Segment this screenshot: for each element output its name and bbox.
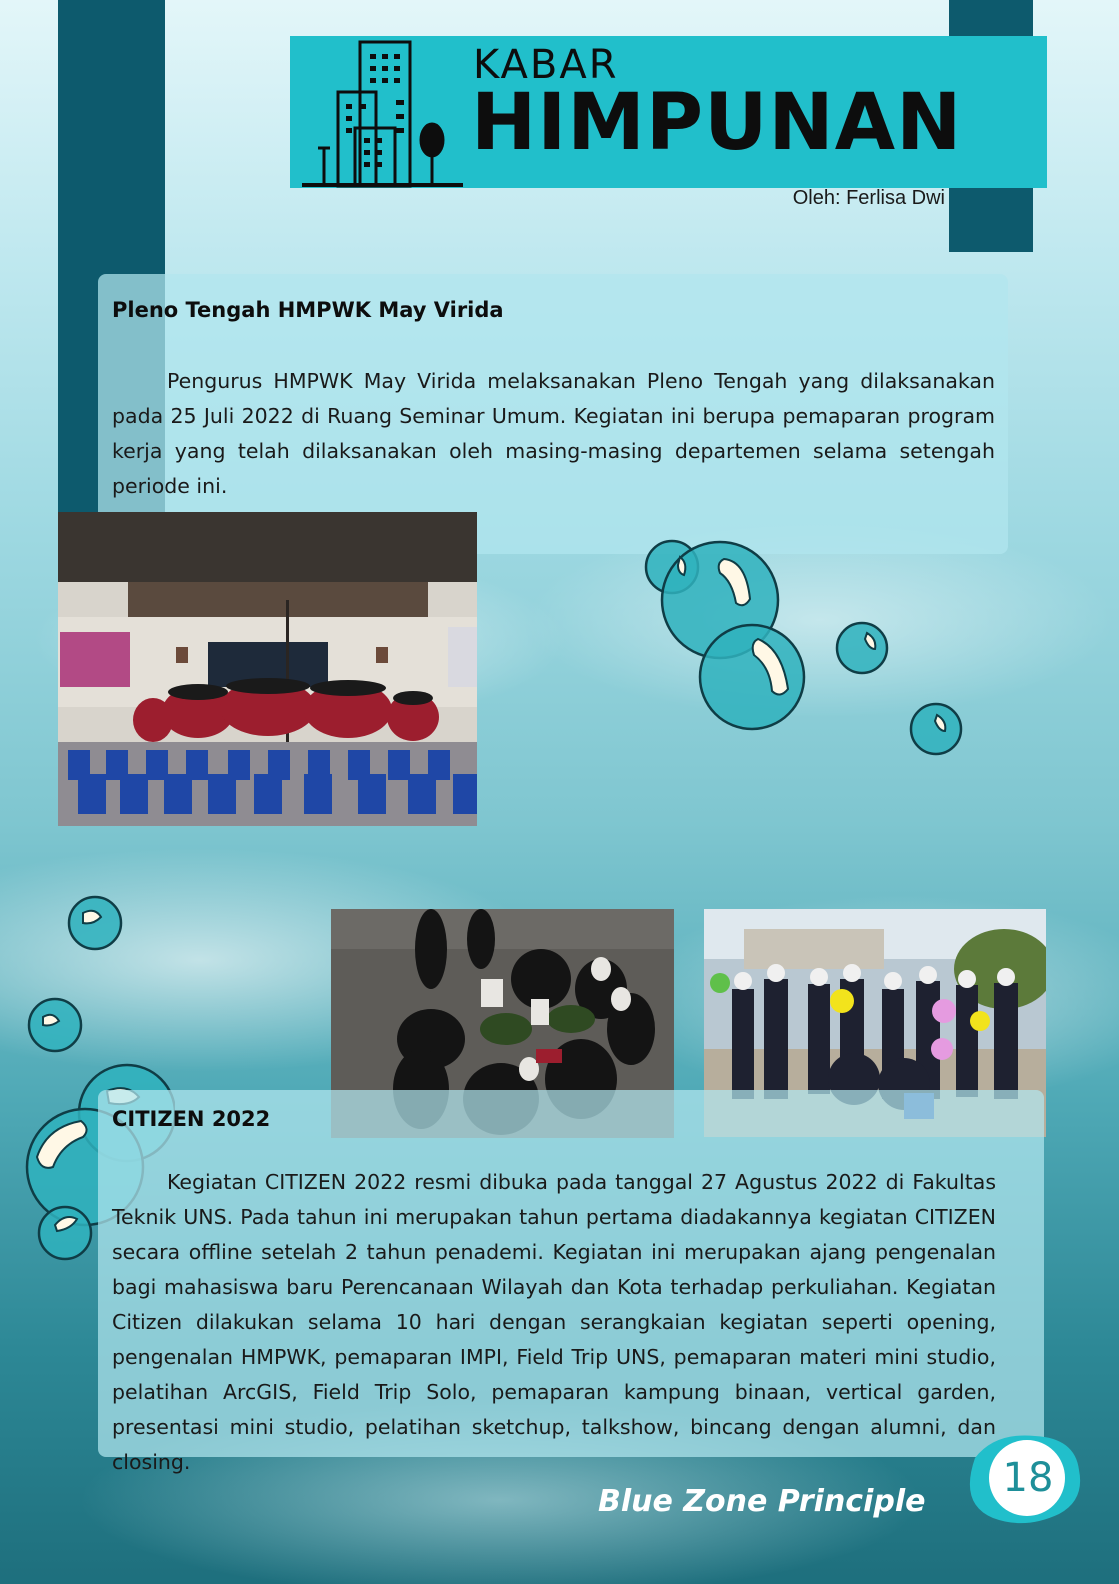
article-body-1: Pengurus HMPWK May Virida melaksanakan Pleno Tengah yang dilaksanakan pada 25 Juli 2022 di Ruang Seminar Umum. Kegiatan ini berupa pemaparan program kerja yang telah dilaksanakan oleh masing-masing departemen selama setengah periode ini. — [112, 369, 995, 498]
pleno-group-photo — [58, 512, 477, 826]
article-title-1: Pleno Tengah HMPWK May Virida — [112, 298, 504, 322]
author-byline: Oleh: Ferlisa Dwi — [792, 187, 945, 209]
header-kicker: KABAR — [473, 42, 619, 88]
page-number: 18 — [1002, 1455, 1054, 1501]
header-title: HIMPUNAN — [471, 78, 963, 168]
article-title-2: CITIZEN 2022 — [112, 1107, 271, 1131]
bubble-cluster-top — [640, 535, 980, 760]
magazine-name: Blue Zone Principle — [598, 1484, 926, 1519]
article-body-2: Kegiatan CITIZEN 2022 resmi dibuka pada tanggal 27 Agustus 2022 di Fakultas Teknik UNS. Pada tahun ini merupakan tahun pertama diadakannya kegiatan CITIZEN secara offline setelah 2 tahun penademi. Kegiatan ini merupakan ajang pengenalan bagi mahasiswa baru Perencanaan Wilayah dan Kota terhadap perkuliahan. Kegiatan Citizen dilakukan selama 10 hari dengan serangkaian kegiatan seperti opening, pengenalan HMPWK, pemaparan IMPI, Field Trip UNS, pemaparan materi mini studio, pelatihan ArcGIS, Field Trip Solo, pemaparan kampung binaan, vertical garden, presentasi mini studio, pelatihan sketchup, talkshow, bincang dengan alumni, dan closing. — [112, 1170, 996, 1474]
city-buildings-icon — [300, 40, 465, 188]
